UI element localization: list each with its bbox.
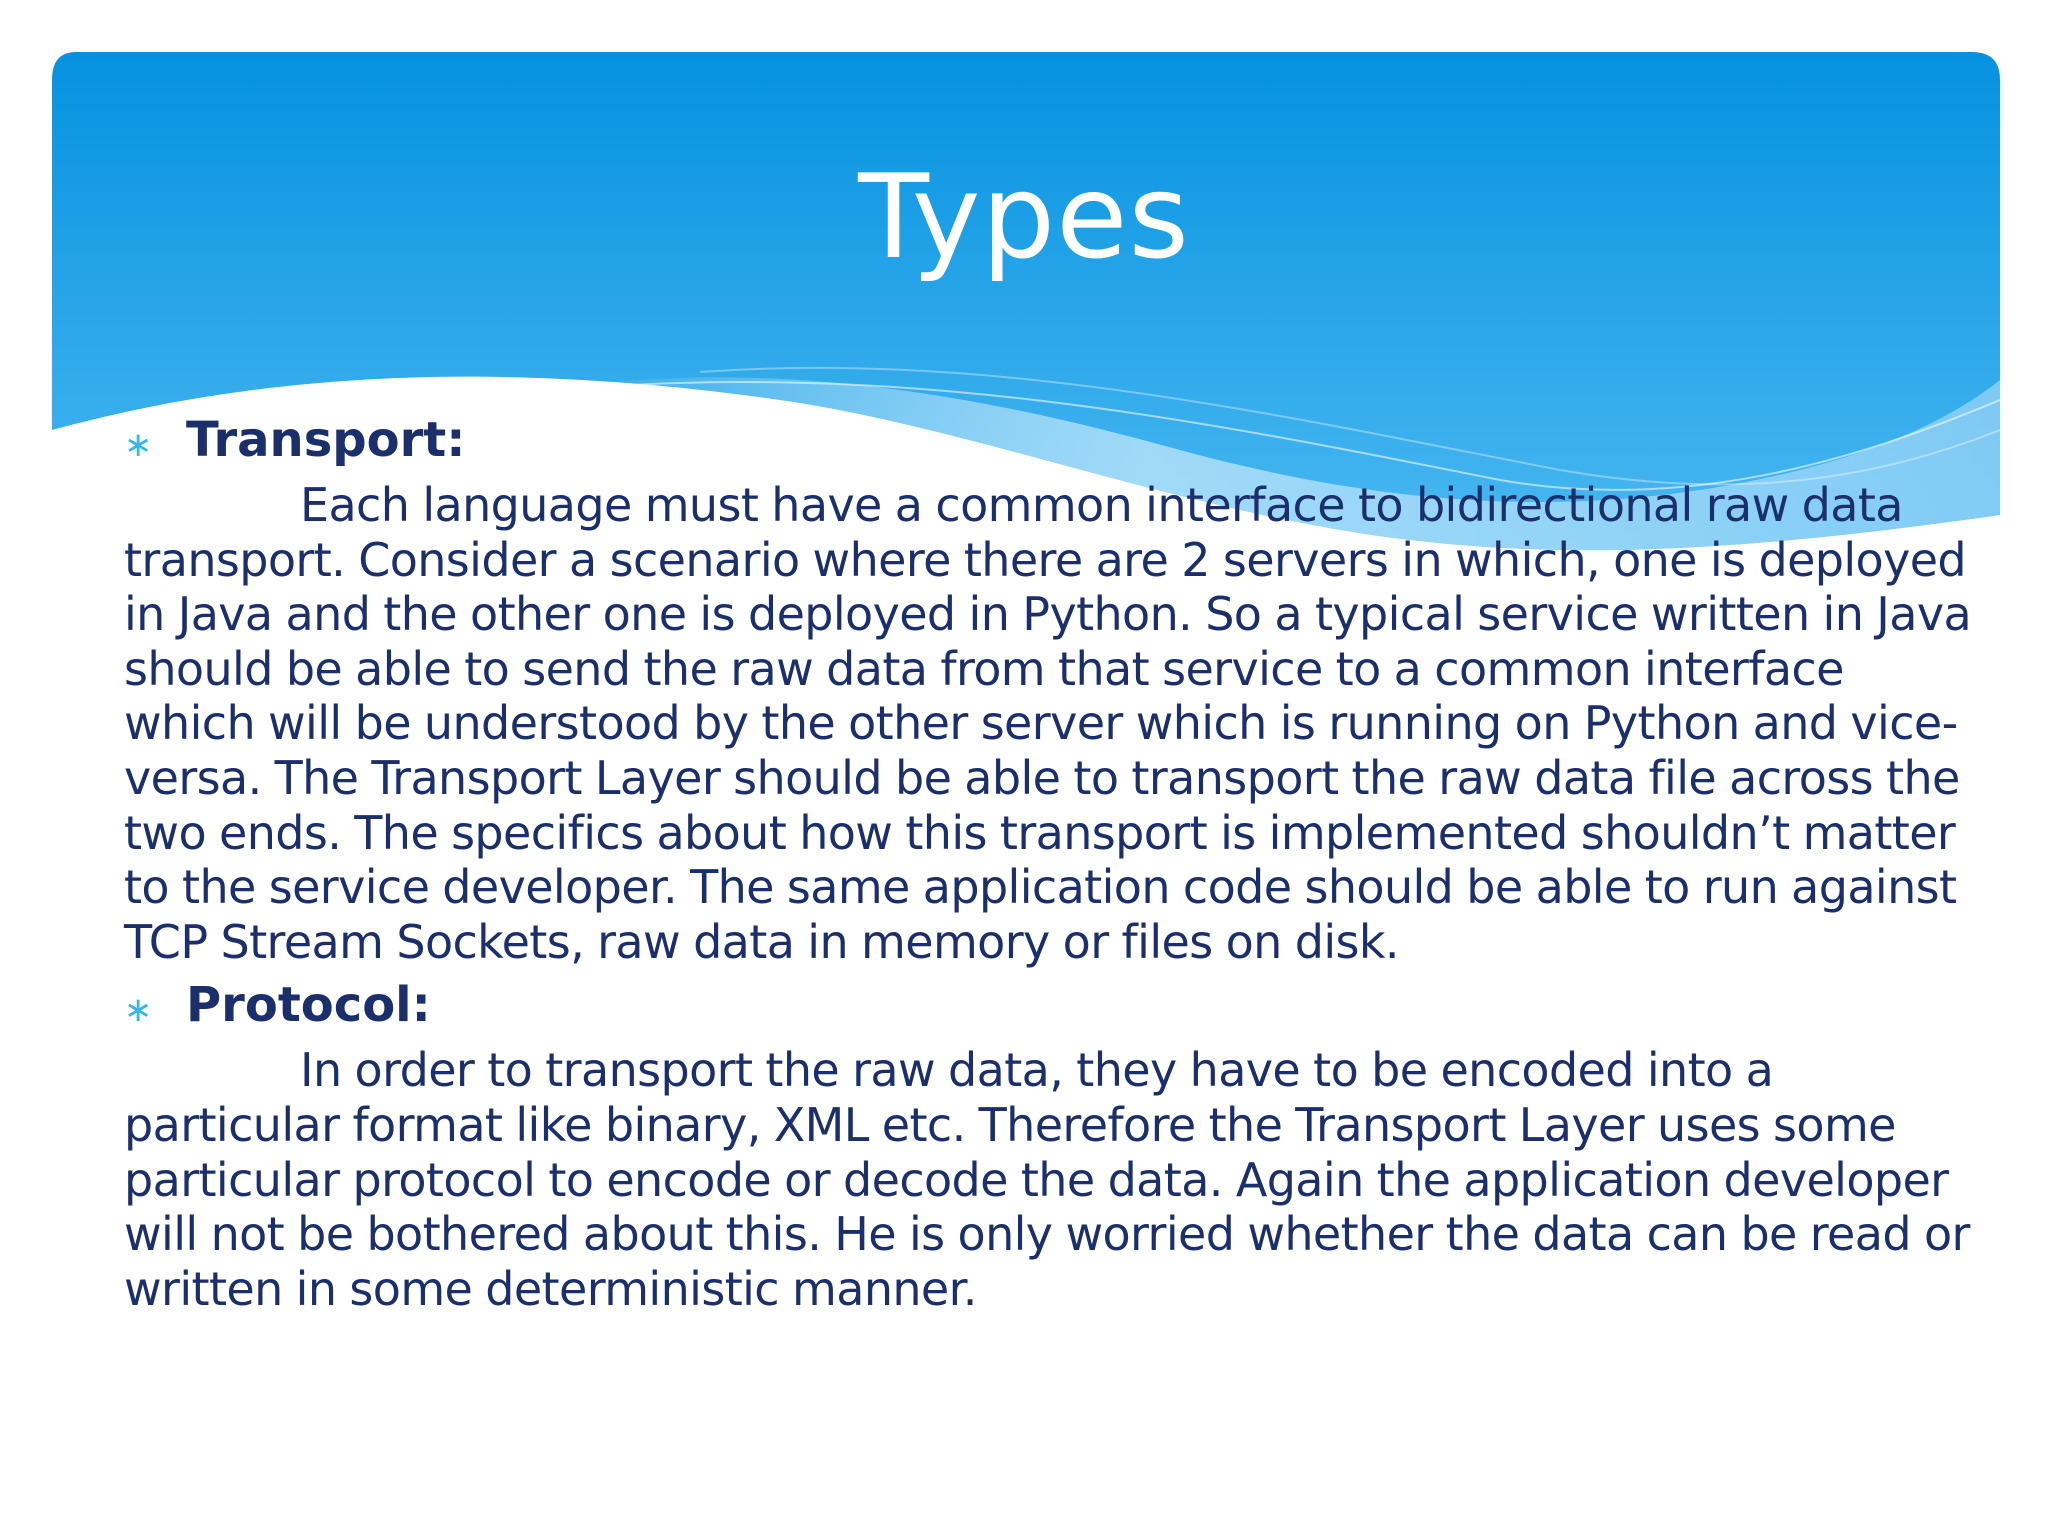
section-paragraph: Each language must have a common interface to bidirectional raw data transport. Consider a scenario where there are 2 servers in which, one is deployed in Java and the other one is deployed in Python. So a typical service written in Java should be able to send the raw data from that service to a common interface which will be understood by the other server which is running on Python and vice-versa. The Transport Layer should be able to transport the raw data file across the two ends. The specifics about how this transport is implemented shouldn’t matter to the service developer. The same application code should be able to run against TCP Stream Sockets, raw data in memory or files on disk. — [124, 478, 1972, 969]
bullet-row — [124, 412, 1974, 478]
slide-body — [124, 412, 1974, 1324]
bullet-row — [124, 977, 1974, 1043]
asterisk-icon: ∗ — [124, 990, 153, 1031]
section-heading: Protocol: — [186, 977, 431, 1034]
section-protocol — [124, 977, 1974, 1316]
asterisk-icon: ∗ — [124, 425, 153, 465]
section-paragraph: In order to transport the raw data, they have to be encoded into a particular format like binary, XML etc. Therefore the Transport Layer uses some particular protocol to encode or decode the data. Again the application developer will not be bothered about this. He is only worried whether the data can be read or written in some deterministic manner. — [124, 1043, 1970, 1316]
section-heading: Transport: — [186, 412, 466, 468]
section-transport — [124, 412, 1974, 969]
slide-title: Types — [858, 150, 1190, 285]
